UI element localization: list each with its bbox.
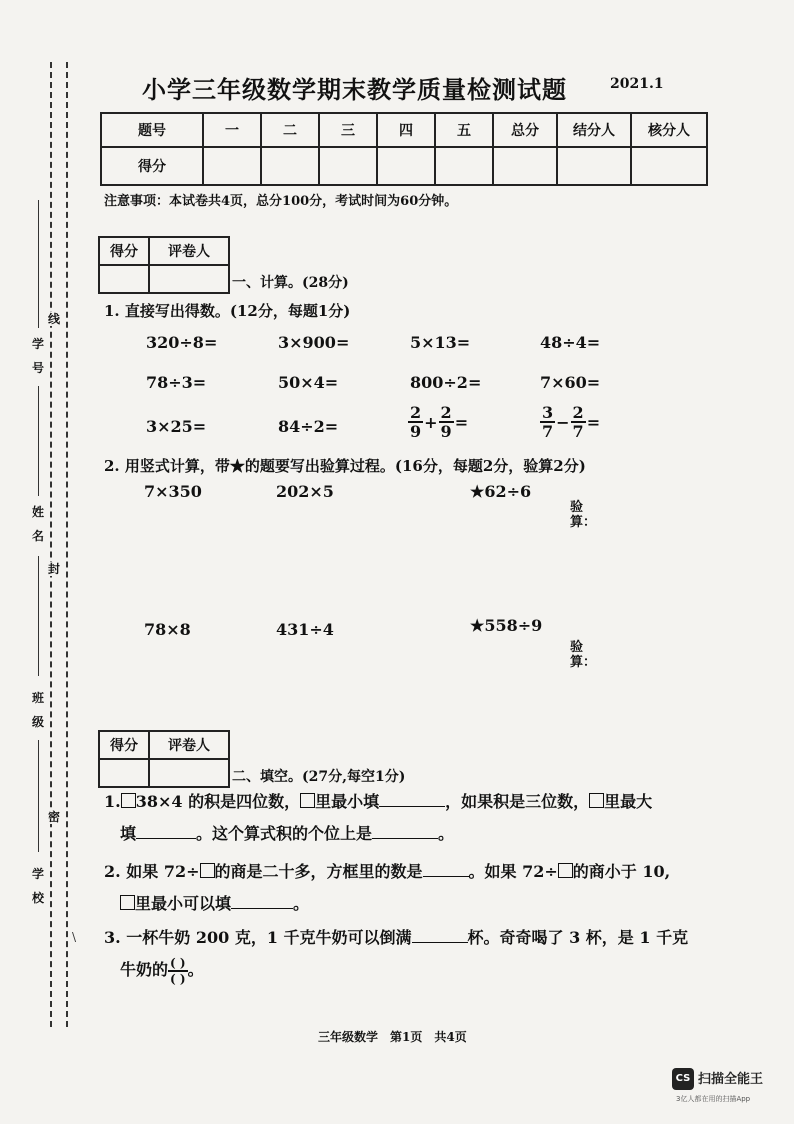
score-cell-part3: 三 [319, 113, 377, 147]
score-table [100, 112, 708, 186]
margin-mark: \ [72, 930, 77, 944]
student-id-underline [38, 200, 39, 328]
calc-item: 3×900= [278, 333, 350, 352]
section1-q1-label: 1. 直接写出得数。(12分，每题1分) [104, 302, 351, 320]
binding-label-name: 姓名 [31, 505, 44, 543]
page-footer: 三年级数学 第1页 共4页 [318, 1030, 467, 1044]
binding-label-secret: 密 [47, 810, 60, 824]
score-cell-part5: 五 [435, 113, 493, 147]
calc-item: 3×25= [146, 417, 207, 436]
answer-box [300, 793, 315, 808]
grader-empty-cell [149, 265, 229, 293]
grader-empty-cell [99, 265, 149, 293]
binding-label-class: 班级 [31, 691, 44, 729]
grader-name-label: 评卷人 [149, 731, 229, 759]
score-empty-cell [557, 147, 631, 185]
calc-item: 7×60= [540, 373, 601, 392]
vertical-calc-item: ★62÷6 [470, 482, 532, 501]
binding-label-school: 学校 [31, 867, 44, 905]
calc-item: 48÷4= [540, 333, 601, 352]
answer-box [558, 863, 573, 878]
camscanner-logo-icon: CS [672, 1068, 694, 1090]
score-cell-checker: 核分人 [631, 113, 707, 147]
fill-question-1: 1. 38×4 的积是四位数， 里最小填 ，如果积是三位数， 里最大 填 。这个算式积的个位上是 。 [104, 792, 653, 843]
calc-item: 320÷8= [146, 333, 218, 352]
binding-dash-line-inner [66, 62, 68, 1027]
fraction: $\frac{2}{7}$ [572, 403, 584, 441]
calc-item: 50×4= [278, 373, 339, 392]
answer-blank [372, 824, 438, 839]
score-empty-cell [435, 147, 493, 185]
grader-score-label: 得分 [99, 237, 149, 265]
fraction: $\frac{3}{7}$ [542, 403, 554, 441]
binding-dash-line-outer [50, 62, 52, 1027]
answer-blank [379, 792, 445, 807]
score-empty-cell [203, 147, 261, 185]
fraction-expression-2: $\frac{3}{7}$ − $\frac{2}{7}$ = [542, 403, 601, 441]
vertical-calc-item: 431÷4 [276, 620, 334, 639]
school-underline [38, 740, 39, 852]
score-cell-part1: 一 [203, 113, 261, 147]
grader-empty-cell [149, 759, 229, 787]
answer-blank [423, 862, 469, 877]
calc-item: 5×13= [410, 333, 471, 352]
fraction-expression-1: $\frac{2}{9}$ + $\frac{2}{9}$ = [410, 403, 469, 441]
score-empty-cell [261, 147, 319, 185]
score-cell-part2: 二 [261, 113, 319, 147]
answer-blank [136, 824, 196, 839]
grader-box-section1 [98, 236, 230, 294]
score-cell-label: 题号 [101, 113, 203, 147]
answer-box [120, 895, 135, 910]
answer-box [121, 793, 136, 808]
exam-date: 2021.1 [610, 76, 664, 92]
score-empty-cell [377, 147, 435, 185]
exam-title: 小学三年级数学期末教学质量检测试题 [142, 75, 567, 104]
camscanner-name: 扫描全能王 [698, 1072, 764, 1087]
camscanner-tagline: 3亿人都在用的扫描App [676, 1095, 751, 1103]
score-empty-cell [493, 147, 557, 185]
section1-heading: 一、计算。(28分) [232, 275, 349, 291]
fraction: $\frac{2}{9}$ [440, 403, 452, 441]
vertical-calc-item: ★558÷9 [470, 616, 543, 635]
fill-question-2: 2. 如果 72÷ 的商是二十多，方框里的数是 。如果 72÷ 的商小于 10, 里最小可以填 。 [104, 862, 671, 913]
class-underline [38, 556, 39, 676]
section2-heading: 二、填空。(27分,每空1分) [232, 769, 406, 785]
grader-score-label: 得分 [99, 731, 149, 759]
answer-box [589, 793, 604, 808]
exam-notice: 注意事项：本试卷共4页，总分100分，考试时间为60分钟。 [104, 194, 458, 209]
fill-question-3: 3. 一杯牛奶 200 克，1 千克牛奶可以倒满 杯。奇奇喝了 3 杯，是 1 千克 牛奶的 $\frac{( )}{( )}$ 。 [104, 928, 689, 986]
score-cell-tallier: 结分人 [557, 113, 631, 147]
grader-empty-cell [99, 759, 149, 787]
score-empty-cell [319, 147, 377, 185]
binding-label-line: 线 [47, 312, 60, 326]
calc-item: 800÷2= [410, 373, 482, 392]
calc-item: 78÷3= [146, 373, 207, 392]
score-cell-total: 总分 [493, 113, 557, 147]
binding-label-student-id: 学号 [31, 337, 44, 375]
fraction: $\frac{2}{9}$ [410, 403, 422, 441]
answer-blank [231, 894, 293, 909]
vertical-calc-item: 78×8 [144, 620, 191, 639]
vertical-calc-item: 202×5 [276, 482, 334, 501]
score-table-header-row [101, 113, 707, 147]
grader-name-label: 评卷人 [149, 237, 229, 265]
answer-box [200, 863, 215, 878]
calc-item: 84÷2= [278, 417, 339, 436]
binding-label-seal: 封 [47, 562, 60, 576]
grader-box-section2 [98, 730, 230, 788]
check-label: 验算： [570, 640, 597, 670]
answer-blank [412, 928, 468, 943]
score-cell-part4: 四 [377, 113, 435, 147]
score-empty-cell [631, 147, 707, 185]
fraction-answer: $\frac{( )}{( )}$ [170, 955, 186, 986]
score-row-label: 得分 [101, 147, 203, 185]
name-underline [38, 386, 39, 496]
score-table-score-row [101, 147, 707, 185]
section1-q2-label: 2. 用竖式计算，带★的题要写出验算过程。(16分，每题2分，验算2分) [104, 457, 586, 475]
vertical-calc-item: 7×350 [144, 482, 202, 501]
check-label: 验算： [570, 500, 597, 530]
